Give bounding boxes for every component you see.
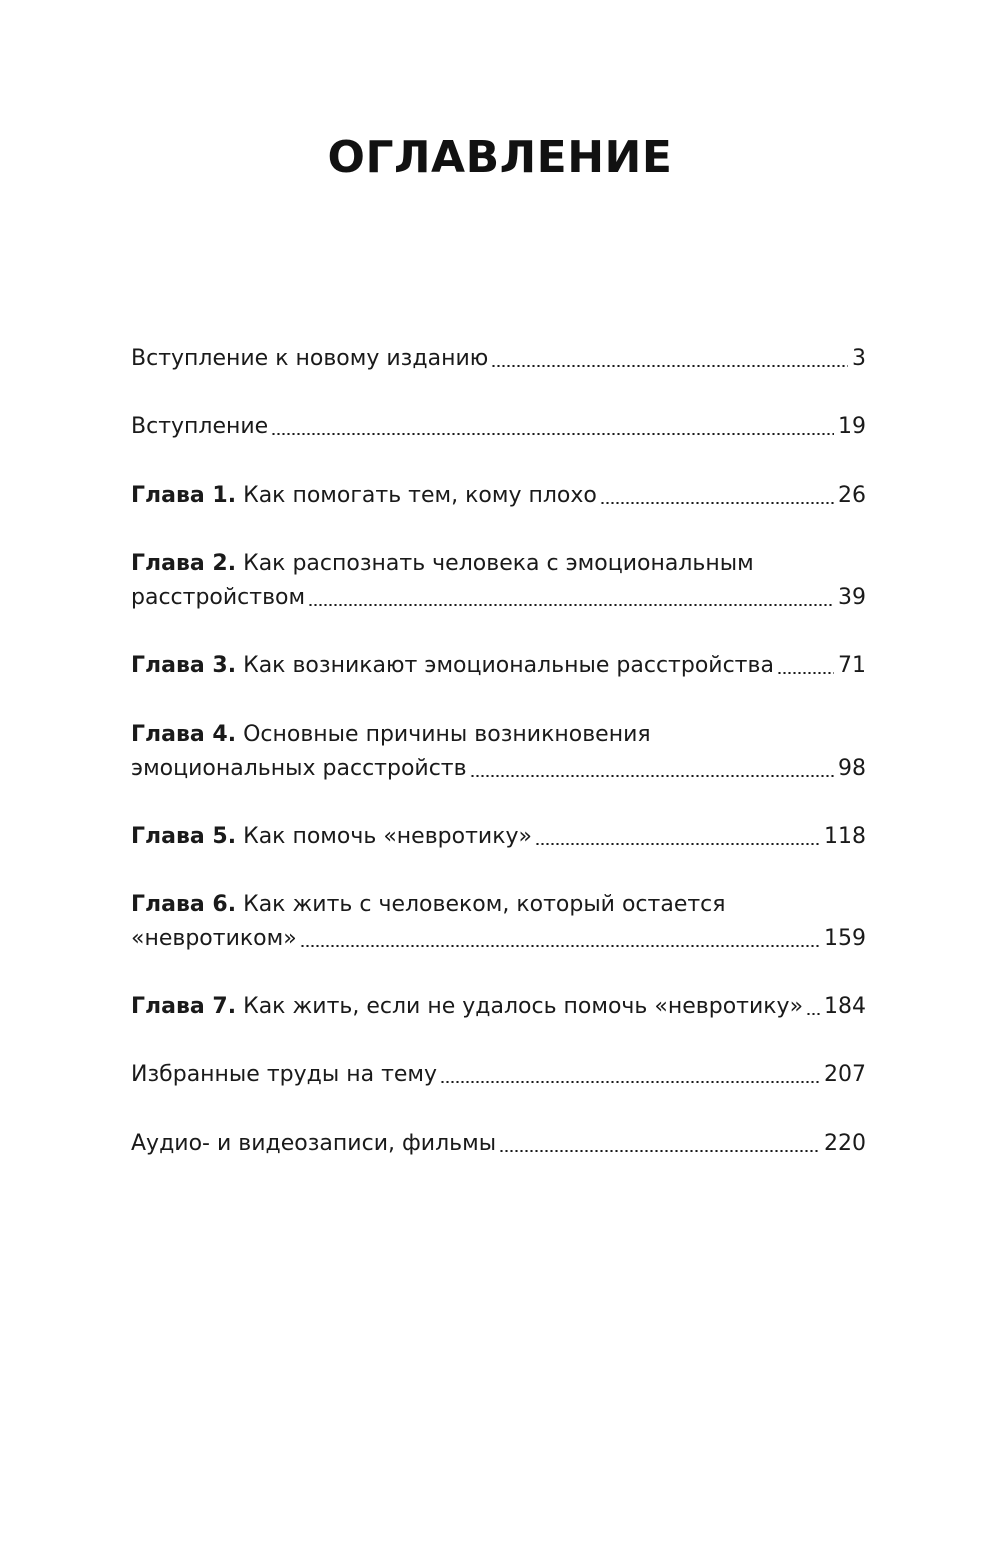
toc-entry[interactable] — [131, 820, 866, 854]
chapter-number: Глава 6. — [131, 892, 237, 917]
toc-entry-title-continued: расстройством — [131, 585, 306, 610]
toc-page-number: 19 — [838, 414, 866, 439]
dot-leader — [535, 843, 820, 845]
dot-leader — [440, 1081, 820, 1083]
toc-entry-title: Как помочь «невротику» — [243, 824, 532, 849]
toc-entry[interactable] — [131, 888, 866, 956]
toc-entry[interactable] — [131, 479, 866, 513]
dot-leader — [806, 1013, 820, 1015]
toc-entry[interactable] — [131, 410, 866, 444]
dot-leader — [491, 365, 848, 367]
toc-entry-title: Как жить, если не удалось помочь «невротику» — [243, 994, 804, 1019]
toc-page-number: 39 — [838, 585, 866, 610]
toc-page-number: 184 — [824, 994, 866, 1019]
toc-entry-title: Как возникают эмоциональные расстройства — [243, 653, 774, 678]
toc-page-number: 159 — [824, 926, 866, 951]
toc-entry-title: Как жить с человеком, который остается — [243, 892, 726, 917]
chapter-number: Глава 3. — [131, 653, 237, 678]
toc-page-number: 3 — [852, 346, 866, 371]
chapter-number: Глава 1. — [131, 483, 237, 508]
chapter-number: Глава 4. — [131, 722, 237, 747]
toc-entry-title: Вступление — [131, 414, 269, 439]
toc-entry-title-continued: эмоциональных расстройств — [131, 756, 467, 781]
toc-entry[interactable] — [131, 342, 866, 376]
chapter-number: Глава 2. — [131, 551, 237, 576]
toc-page-number: 207 — [824, 1062, 866, 1087]
dot-leader — [777, 672, 834, 674]
toc-entry-title: Избранные труды на тему — [131, 1062, 438, 1087]
chapter-number: Глава 7. — [131, 994, 237, 1019]
dot-leader — [300, 945, 820, 947]
toc-entry[interactable] — [131, 1127, 866, 1161]
toc-entry-title-continued: «невротиком» — [131, 926, 297, 951]
toc-entry[interactable] — [131, 718, 866, 786]
dot-leader — [470, 775, 834, 777]
toc-entry-title: Основные причины возникновения — [243, 722, 651, 747]
page-title: ОГЛАВЛЕНИЕ — [327, 132, 673, 183]
toc-page-number: 71 — [838, 653, 866, 678]
toc-entry-title: Как распознать человека с эмоциональным — [243, 551, 754, 576]
dot-leader — [308, 604, 834, 606]
dot-leader — [271, 433, 834, 435]
toc-entry[interactable] — [131, 649, 866, 683]
dot-leader — [499, 1150, 820, 1152]
toc-entry-title: Аудио- и видеозаписи, фильмы — [131, 1131, 497, 1156]
chapter-number: Глава 5. — [131, 824, 237, 849]
toc-page-number: 118 — [824, 824, 866, 849]
toc-entry[interactable] — [131, 1058, 866, 1092]
dot-leader — [600, 502, 834, 504]
toc-page-number: 98 — [838, 756, 866, 781]
toc-page-number: 220 — [824, 1131, 866, 1156]
toc-entry-title: Вступление к новому изданию — [131, 346, 489, 371]
toc-page-number: 26 — [838, 483, 866, 508]
toc-entry-title: Как помогать тем, кому плохо — [243, 483, 597, 508]
toc-entry[interactable] — [131, 547, 866, 615]
toc-entry[interactable] — [131, 990, 866, 1024]
